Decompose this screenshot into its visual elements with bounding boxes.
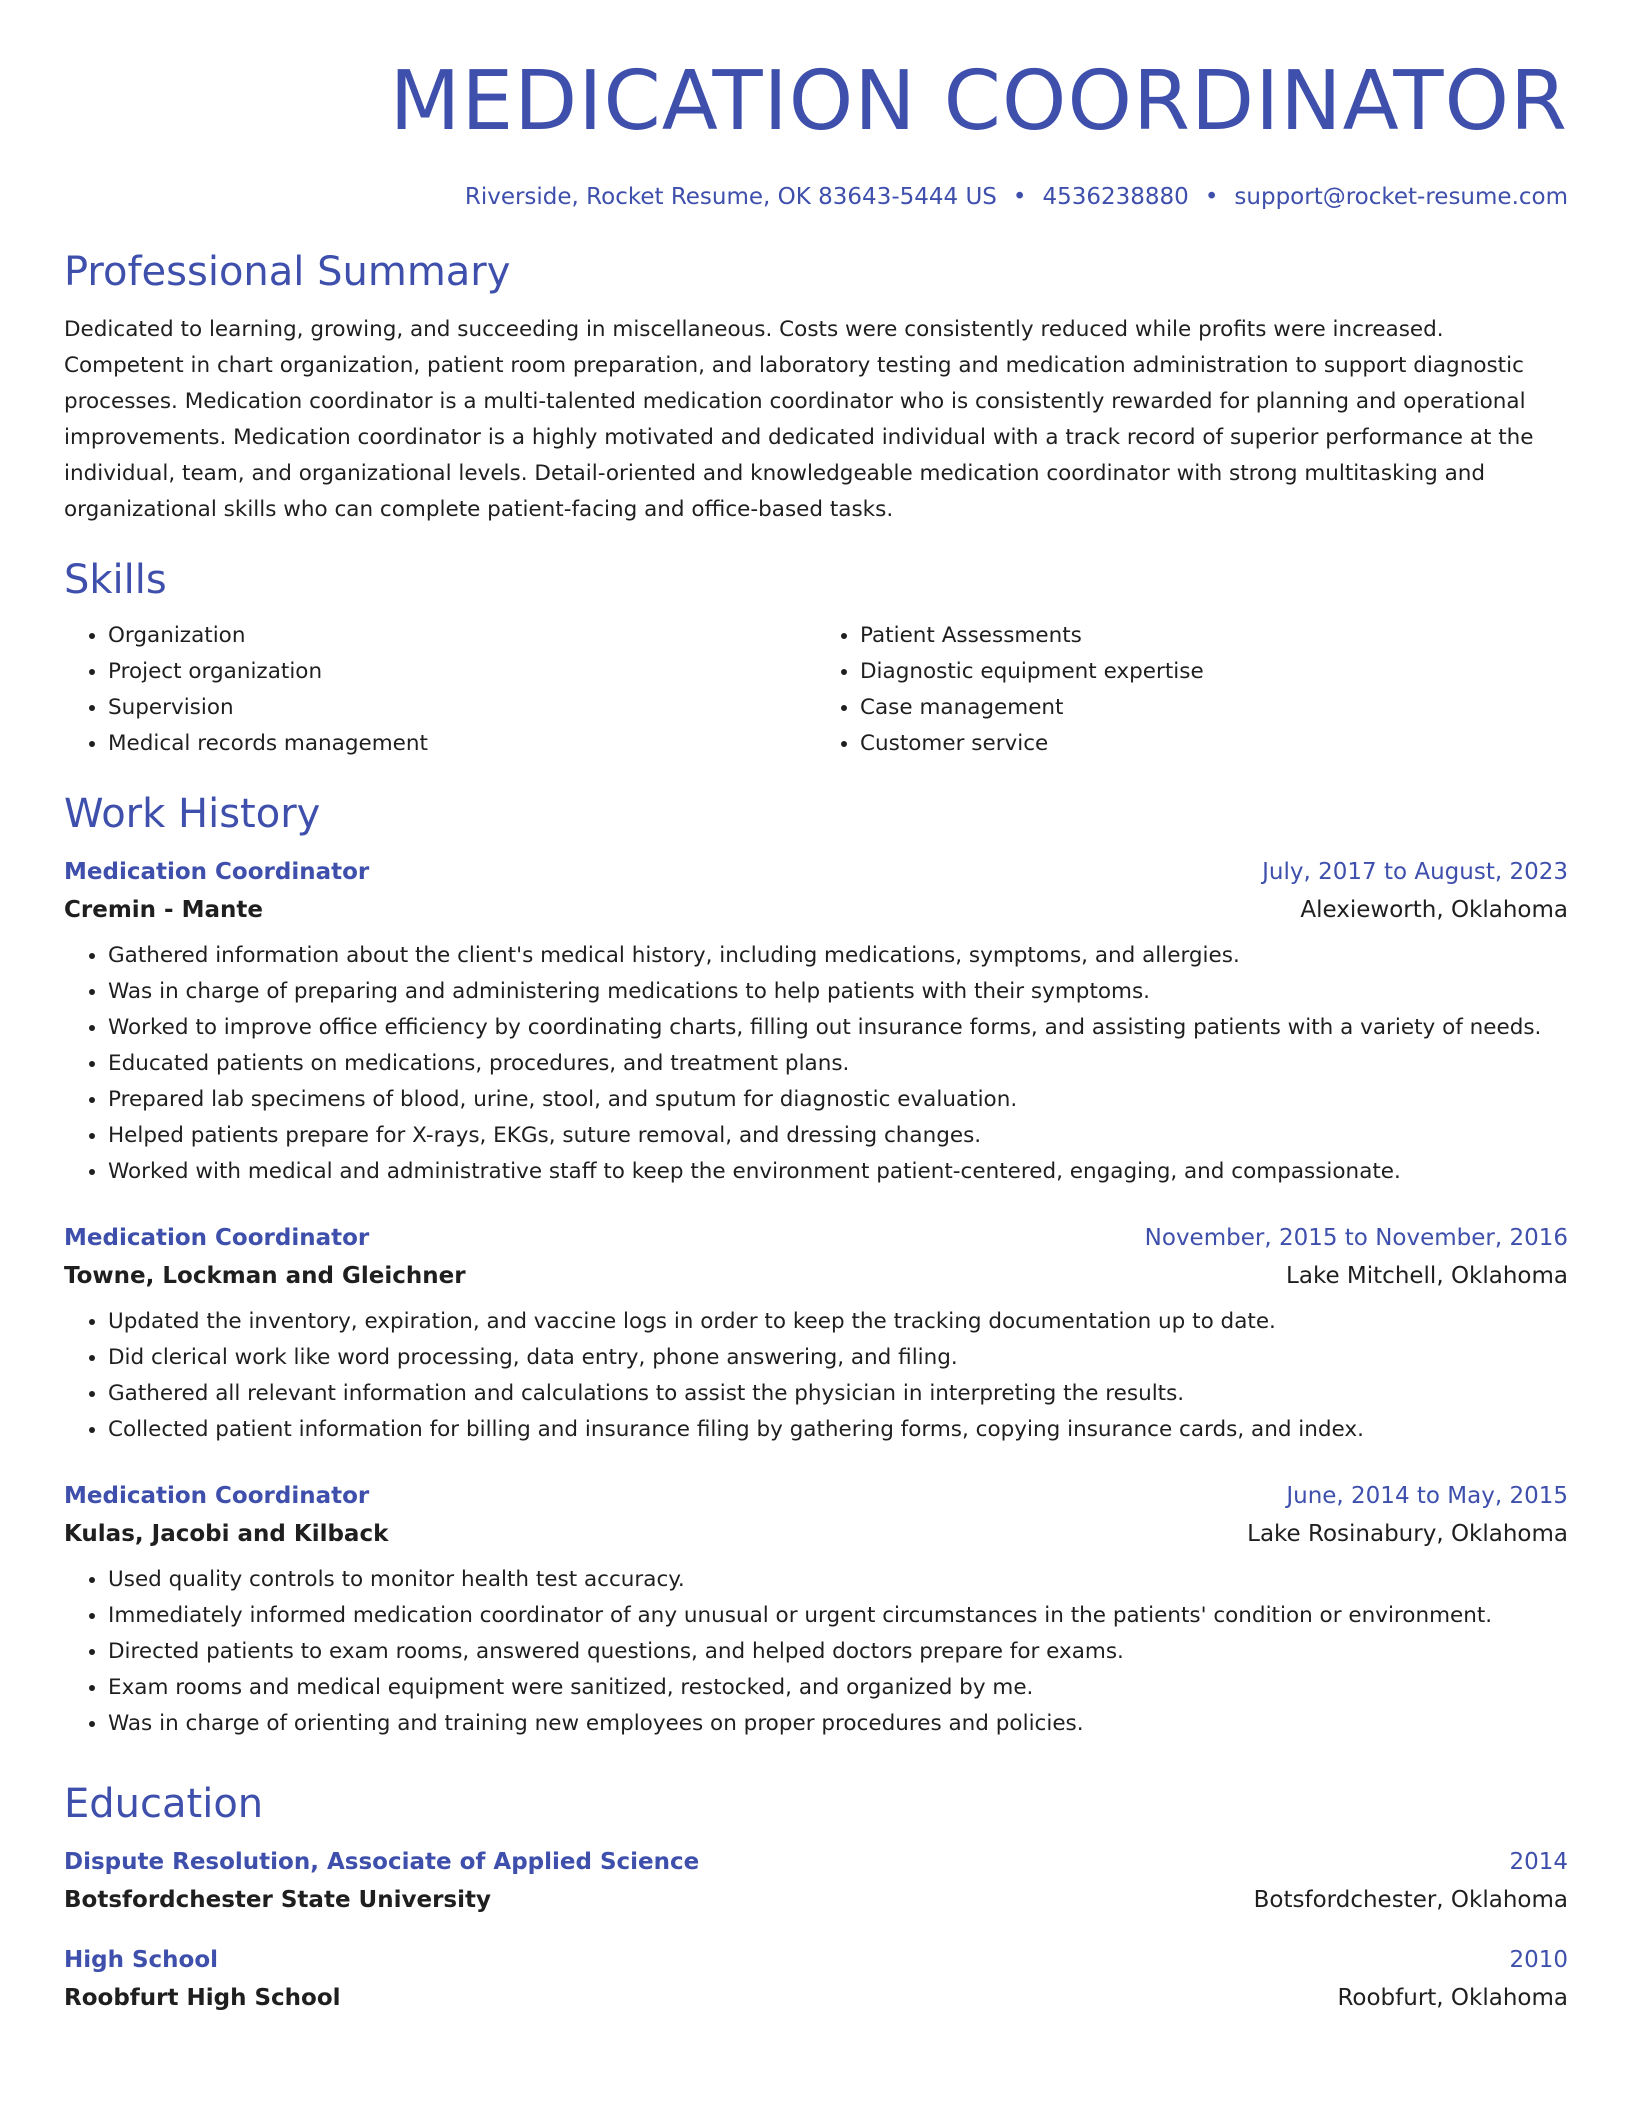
work-history-heading: Work History [64, 791, 321, 837]
job-bullet: • Worked to improve office efficiency by coordinating charts, filling out insurance forms, and assisting patients with a variety of needs. [108, 1010, 1568, 1046]
job-title: Medication Coordinator [64, 1483, 370, 1509]
job-bullet: • Exam rooms and medical equipment were sanitized, restocked, and organized by me. [108, 1670, 1568, 1706]
job-company-row [64, 1256, 1568, 1296]
job-company-row [64, 1514, 1568, 1554]
job-dates: November, 2015 to November, 2016 [1144, 1225, 1568, 1251]
skills-heading: Skills [64, 557, 167, 603]
skill-item: • Project organization [108, 654, 816, 690]
contact-separator: • [1012, 184, 1027, 210]
education-header-row [64, 1942, 1568, 1978]
education-entry [64, 1942, 1568, 2018]
job-bullets [64, 1304, 1568, 1448]
job-location: Alexieworth, Oklahoma [1300, 897, 1568, 923]
job-title: Medication Coordinator [64, 859, 370, 885]
education-school: Roobfurt High School [64, 1985, 341, 2011]
education-year: 2014 [1509, 1849, 1568, 1875]
education-school-row [64, 1978, 1568, 2018]
job-dates: July, 2017 to August, 2023 [1262, 859, 1568, 885]
job-bullet: • Was in charge of preparing and administering medications to help patients with their symptoms. [108, 974, 1568, 1010]
education-location: Roobfurt, Oklahoma [1337, 1985, 1568, 2011]
job-bullets [64, 938, 1568, 1190]
education-year: 2010 [1509, 1947, 1568, 1973]
job-bullet: • Helped patients prepare for X-rays, EKGs, suture removal, and dressing changes. [108, 1118, 1568, 1154]
education-school-row [64, 1880, 1568, 1920]
job-title: Medication Coordinator [64, 1225, 370, 1251]
job-location: Lake Rosinabury, Oklahoma [1247, 1521, 1568, 1547]
job-dates: June, 2014 to May, 2015 [1286, 1483, 1568, 1509]
skill-item: • Patient Assessments [860, 618, 1568, 654]
job-company-row [64, 890, 1568, 930]
job-header-row [64, 854, 1568, 890]
education-degree: High School [64, 1947, 219, 1973]
job-entry [64, 1478, 1568, 1742]
contact-phone: 4536238880 [1042, 184, 1189, 210]
education-location: Botsfordchester, Oklahoma [1253, 1887, 1568, 1913]
job-bullet: • Prepared lab specimens of blood, urine, stool, and sputum for diagnostic evaluation. [108, 1082, 1568, 1118]
job-entry [64, 1220, 1568, 1448]
skill-item: • Organization [108, 618, 816, 654]
job-header-row [64, 1220, 1568, 1256]
education-header-row [64, 1844, 1568, 1880]
skill-item: • Medical records management [108, 726, 816, 762]
job-company: Towne, Lockman and Gleichner [64, 1263, 466, 1289]
summary-text: Dedicated to learning, growing, and succeeding in miscellaneous. Costs were consistently reduced while profits were increased. Competent in chart organization, patient room preparation, and laboratory testing and medication administration to support diagnostic processes. Medication coordinator is a multi-talented medication coordinator who is consistently rewarded for planning and operational improvements. Medication coordinator is a highly motivated and dedicated individual with a track record of superior performance at the individual, team, and organizational levels. Detail-oriented and knowledgeable medication coordinator with strong multitasking and organizational skills who can complete patient-facing and office-based tasks. [64, 317, 1534, 522]
skill-item: • Diagnostic equipment expertise [860, 654, 1568, 690]
job-bullet: • Educated patients on medications, procedures, and treatment plans. [108, 1046, 1568, 1082]
job-bullet: • Immediately informed medication coordinator of any unusual or urgent circumstances in the patients' condition or environment. [108, 1598, 1568, 1634]
summary-heading: Professional Summary [64, 249, 511, 295]
job-bullet: • Gathered all relevant information and calculations to assist the physician in interpreting the results. [108, 1376, 1568, 1412]
job-bullets [64, 1562, 1568, 1742]
job-bullet: • Did clerical work like word processing, data entry, phone answering, and filing. [108, 1340, 1568, 1376]
contact-email[interactable]: support@rocket-resume.com [1234, 184, 1568, 210]
resume-name-heading: MEDICATION COORDINATOR [389, 54, 1568, 149]
skill-item: • Case management [860, 690, 1568, 726]
education-degree: Dispute Resolution, Associate of Applied Science [64, 1849, 700, 1875]
skills-column-left [64, 618, 816, 762]
education-heading: Education [64, 1781, 264, 1827]
job-location: Lake Mitchell, Oklahoma [1286, 1263, 1568, 1289]
job-bullet: • Updated the inventory, expiration, and vaccine logs in order to keep the tracking documentation up to date. [108, 1304, 1568, 1340]
skill-item: • Supervision [108, 690, 816, 726]
job-bullet: • Collected patient information for billing and insurance filing by gathering forms, copying insurance cards, and index. [108, 1412, 1568, 1448]
education-school: Botsfordchester State University [64, 1887, 491, 1913]
job-bullet: • Used quality controls to monitor health test accuracy. [108, 1562, 1568, 1598]
job-bullet: • Was in charge of orienting and training new employees on proper procedures and policies. [108, 1706, 1568, 1742]
contact-separator: • [1204, 184, 1219, 210]
job-bullet: • Directed patients to exam rooms, answered questions, and helped doctors prepare for exams. [108, 1634, 1568, 1670]
skills-column-right [816, 618, 1568, 762]
contact-line [64, 182, 1568, 212]
contact-address: Riverside, Rocket Resume, OK 83643-5444 US [464, 184, 997, 210]
education-entry [64, 1844, 1568, 1920]
job-company: Kulas, Jacobi and Kilback [64, 1521, 389, 1547]
job-bullet: • Gathered information about the client's medical history, including medications, symptoms, and allergies. [108, 938, 1568, 974]
job-bullet: • Worked with medical and administrative staff to keep the environment patient-centered, engaging, and compassionate. [108, 1154, 1568, 1190]
job-company: Cremin - Mante [64, 897, 263, 923]
job-entry [64, 854, 1568, 1190]
job-header-row [64, 1478, 1568, 1514]
skill-item: • Customer service [860, 726, 1568, 762]
skills-list [64, 618, 1568, 762]
